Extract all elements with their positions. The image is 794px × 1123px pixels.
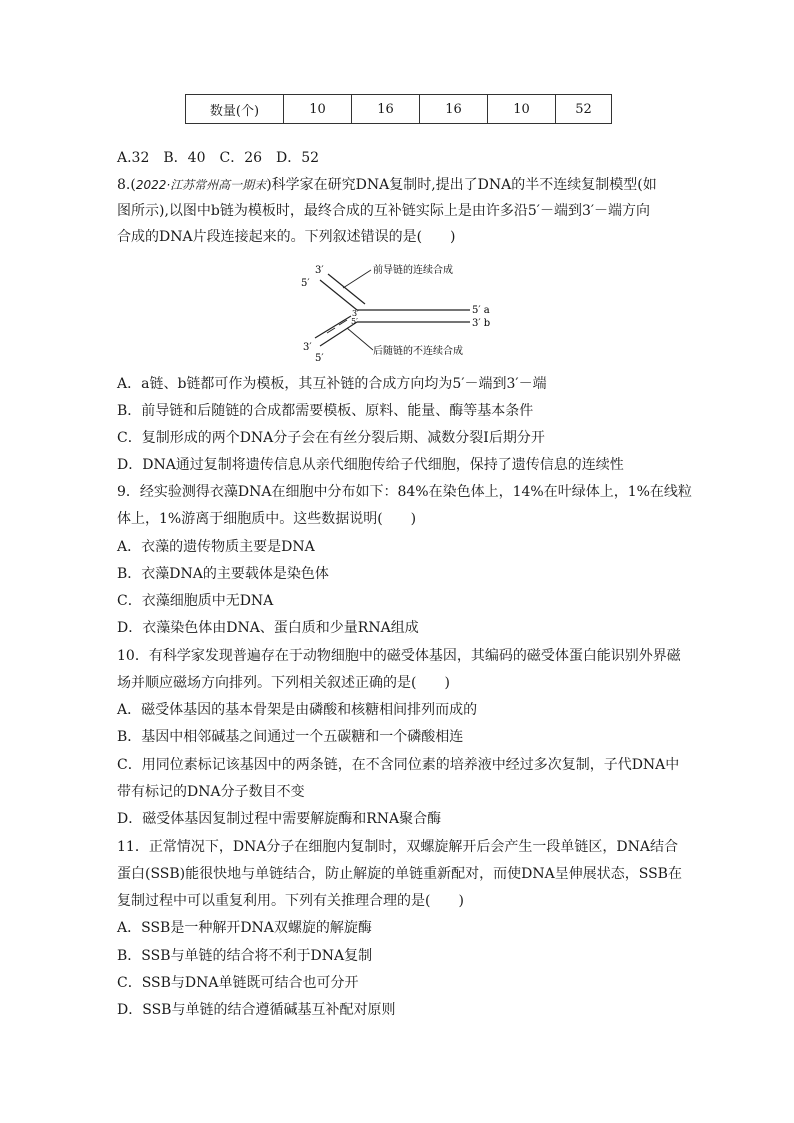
lower-strand-inner xyxy=(315,316,351,338)
upper-strand-inner xyxy=(328,274,365,304)
q8-stem-line3: 合成的DNA片段连接起来的。下列叙述错误的是( ) xyxy=(117,229,456,245)
q9-option-b: B．衣藻DNA的主要载体是染色体 xyxy=(117,566,329,582)
q8-option-b: B．前导链和后随链的合成都需要模板、原料、能量、酶等基本条件 xyxy=(117,403,534,419)
q10-option-b: B．基因中相邻碱基之间通过一个五碳糖和一个磷酸相连 xyxy=(117,729,464,745)
replication-fork-figure xyxy=(295,258,510,363)
q11-option-a: A．SSB是一种解开DNA双螺旋的解旋酶 xyxy=(117,920,372,936)
label-lagging: 后随链的不连续合成 xyxy=(373,346,463,357)
q8-prefix: 8.( xyxy=(117,177,136,193)
q7-options: A.32 B．40 C．26 D．52 xyxy=(117,150,320,166)
label-5p-mid: 5′ xyxy=(351,317,358,326)
q10-stem-line1: 10．有科学家发现普遍存在于动物细胞中的磁受体基因，其编码的磁受体蛋白能识别外界磁 xyxy=(117,648,681,664)
lagging-pointer xyxy=(347,328,373,350)
q8-stem-line2: 图所示),以图中b链为模板时，最终合成的互补链实际上是由许多沿5′－端到3′－端方向 xyxy=(117,203,651,219)
label-5a: 5′ a xyxy=(472,305,490,316)
q9-option-c: C．衣藻细胞质中无DNA xyxy=(117,593,274,609)
upper-strand-outer xyxy=(320,280,357,310)
q8-stem-rest: )科学家在研究DNA复制时,提出了DNA的半不连续复制模型(如 xyxy=(266,177,657,193)
q9-stem-line2: 体上，1%游离于细胞质中。这些数据说明( ) xyxy=(117,511,417,527)
q11-stem-line2: 蛋白(SSB)能很快地与单链结合，防止解旋的单链重新配对，而使DNA呈伸展状态，SSB在 xyxy=(117,866,682,882)
q8-option-c: C．复制形成的两个DNA分子会在有丝分裂后期、减数分裂Ⅰ后期分开 xyxy=(117,430,545,446)
table-cell: 10 xyxy=(488,95,556,124)
q9-option-a: A．衣藻的遗传物质主要是DNA xyxy=(117,539,315,555)
table-cell: 16 xyxy=(420,95,488,124)
q8-option-d: D．DNA通过复制将遗传信息从亲代细胞传给子代细胞，保持了遗传信息的连续性 xyxy=(117,457,624,473)
label-5p-top: 5′ xyxy=(301,278,310,289)
label-3p-top: 3′ xyxy=(315,265,324,276)
q8-stem-line1 xyxy=(117,175,657,195)
label-3p-mid: 3′ xyxy=(352,309,359,318)
label-5p-bot: 5′ xyxy=(315,353,324,363)
q11-stem-line1: 11．正常情况下，DNA分子在细胞内复制时，双螺旋解开后会产生一段单链区，DNA结合 xyxy=(117,839,678,855)
table-row xyxy=(186,95,612,124)
label-3b: 3′ b xyxy=(472,318,491,329)
count-table xyxy=(185,94,612,124)
q10-stem-line2: 场并顺应磁场方向排列。下列相关叙述正确的是( ) xyxy=(117,675,450,691)
label-3p-bot: 3′ xyxy=(303,342,312,353)
table-cell: 10 xyxy=(284,95,352,124)
q10-option-d: D．磁受体基因复制过程中需要解旋酶和RNA聚合酶 xyxy=(117,811,442,827)
q10-option-a: A．磁受体基因的基本骨架是由磷酸和核糖相间排列而成的 xyxy=(117,702,478,718)
table-header-cell: 数量(个) xyxy=(186,95,284,124)
table-cell: 52 xyxy=(556,95,612,124)
q8-option-a: A．a链、b链都可作为模板，其互补链的合成方向均为5′－端到3′－端 xyxy=(117,376,547,392)
q10-option-c-cont: 带有标记的DNA分子数目不变 xyxy=(117,784,305,800)
table-cell: 16 xyxy=(352,95,420,124)
q11-stem-line3: 复制过程中可以重复利用。下列有关推理合理的是( ) xyxy=(117,893,464,909)
q9-option-d: D．衣藻染色体由DNA、蛋白质和少量RNA组成 xyxy=(117,620,419,636)
q10-option-c: C．用同位素标记该基因中的两条链，在不含同位素的培养液中经过多次复制，子代DNA中 xyxy=(117,757,680,773)
q11-option-d: D．SSB与单链的结合遵循碱基互补配对原则 xyxy=(117,1002,396,1018)
q8-source: 2022·江苏常州高一期末 xyxy=(135,178,267,192)
q11-option-b: B．SSB与单链的结合将不利于DNA复制 xyxy=(117,948,373,964)
leading-pointer xyxy=(343,270,371,288)
q9-stem-line1: 9．经实验测得衣藻DNA在细胞中分布如下：84%在染色体上，14%在叶绿体上，1%在线粒 xyxy=(117,484,692,500)
q11-option-c: C．SSB与DNA单链既可结合也可分开 xyxy=(117,975,359,991)
label-leading: 前导链的连续合成 xyxy=(373,265,453,276)
